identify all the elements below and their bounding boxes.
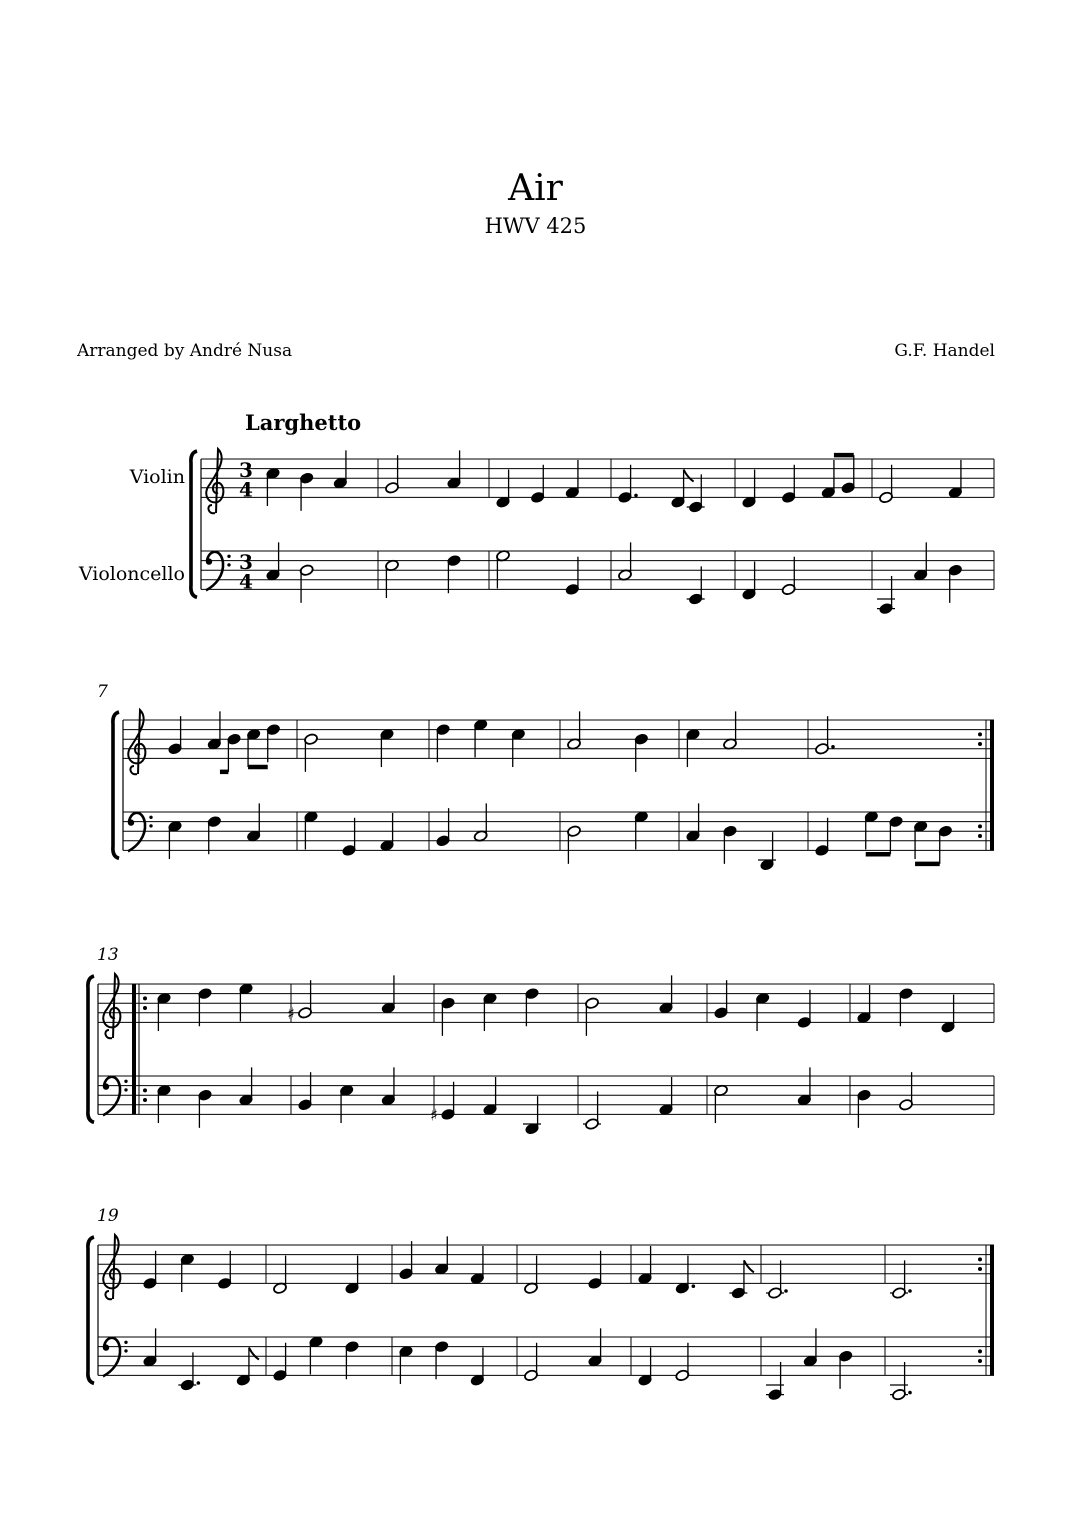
violoncello-note — [675, 1343, 690, 1382]
augmentation-dot — [784, 1289, 788, 1293]
eighth-flag — [744, 1260, 754, 1272]
eighth-flag — [249, 1348, 259, 1360]
violin-note — [755, 992, 770, 1031]
bass-clef-head — [206, 558, 212, 564]
repeat-dot — [978, 742, 982, 746]
score-title: Air — [508, 168, 563, 209]
violoncello-note — [803, 1328, 818, 1367]
violoncello-note — [567, 825, 582, 864]
sharp-accidental: ♯ — [430, 1105, 438, 1125]
time-signature-upper: 3 — [239, 458, 253, 483]
violin-note — [659, 975, 674, 1014]
bass-clef-dot — [227, 555, 230, 558]
violoncello-note — [686, 803, 701, 842]
bass-clef-curve — [128, 813, 145, 852]
violin-note — [227, 733, 242, 772]
bass-clef-curve — [103, 1077, 120, 1116]
system-bracket — [113, 712, 119, 858]
time-signature-lower: 4 — [239, 477, 253, 502]
violoncello-note — [638, 1348, 653, 1387]
violin-note — [207, 711, 222, 750]
violoncello-note — [273, 1343, 288, 1382]
violin-note — [686, 728, 701, 767]
violin-note — [399, 1241, 414, 1280]
bass-clef-dot — [124, 1088, 127, 1091]
repeat-dot — [978, 1359, 982, 1363]
repeat-dot — [978, 1257, 982, 1261]
violoncello-note — [913, 820, 928, 859]
bass-clef-head — [128, 819, 134, 825]
violoncello-note — [899, 1072, 914, 1111]
system-bracket — [88, 1237, 94, 1383]
violoncello-note — [659, 1077, 674, 1116]
violin-note — [434, 1236, 449, 1275]
violoncello-note — [758, 832, 776, 871]
measure-number: 13 — [97, 945, 119, 965]
bass-clef-dot — [124, 1349, 127, 1352]
violin-note — [198, 987, 213, 1026]
violin-note — [567, 711, 582, 750]
bass-clef-icon — [206, 552, 231, 591]
violoncello-note — [877, 576, 895, 615]
violoncello-note — [913, 542, 928, 581]
violin-note — [634, 733, 649, 772]
violoncello-note — [781, 557, 796, 596]
violin-note — [530, 465, 545, 504]
violin-note — [180, 1253, 195, 1292]
violoncello-note — [447, 554, 462, 593]
violoncello-note — [618, 542, 633, 581]
violoncello-note — [298, 1072, 313, 1111]
measure-number: 7 — [97, 682, 108, 702]
violoncello-note — [766, 1362, 784, 1401]
repeat-dot — [978, 824, 982, 828]
violoncello-note — [864, 811, 879, 850]
augmentation-dot — [197, 1381, 201, 1385]
violoncello-note — [207, 815, 222, 854]
repeat-dot — [978, 1349, 982, 1353]
violoncello-note — [634, 811, 649, 850]
violoncello-note — [436, 808, 451, 847]
violoncello-note — [345, 1340, 360, 1379]
violoncello-note — [687, 566, 705, 605]
violoncello-note — [198, 1089, 213, 1128]
augmentation-dot — [634, 494, 638, 498]
bass-clef-curve — [103, 1338, 120, 1377]
violin-note — [266, 723, 281, 762]
bass-clef-icon — [103, 1338, 128, 1377]
violin-note — [948, 460, 963, 499]
violoncello-note — [889, 815, 904, 854]
violin-note — [797, 990, 812, 1029]
violoncello-note — [299, 564, 314, 603]
violin-note — [496, 470, 511, 509]
violin-note — [168, 716, 183, 755]
violin-note — [217, 1251, 232, 1290]
violoncello-note — [523, 1096, 541, 1135]
violin-note — [588, 1251, 603, 1290]
violoncello-note — [583, 1091, 601, 1130]
violin-note — [524, 1256, 539, 1295]
violin-note — [675, 1256, 695, 1295]
violoncello-note — [239, 1067, 254, 1106]
bass-clef-head — [103, 1344, 109, 1350]
bass-clef-dot — [124, 1341, 127, 1344]
violoncello-note — [266, 542, 281, 581]
violin-note — [473, 719, 488, 758]
violoncello-note — [178, 1352, 200, 1391]
violin-note — [525, 987, 540, 1026]
violin-note — [714, 980, 729, 1019]
repeat-dot — [143, 1088, 147, 1092]
violin-note — [436, 723, 451, 762]
violin-note — [766, 1260, 788, 1299]
violin-note — [585, 997, 600, 1036]
augmentation-dot — [908, 1391, 912, 1395]
composer-credit: G.F. Handel — [894, 341, 995, 361]
measure-number: 19 — [97, 1206, 119, 1226]
violoncello-note — [565, 557, 580, 596]
violoncello-note — [483, 1077, 498, 1116]
violin-note — [729, 1260, 754, 1299]
violin-note — [821, 460, 836, 499]
violoncello-note — [890, 1362, 912, 1401]
violin-note — [723, 711, 738, 750]
violin-note — [470, 1246, 485, 1285]
violin-note — [299, 472, 314, 511]
bass-clef-head — [103, 1083, 109, 1089]
violoncello-note — [339, 1084, 354, 1123]
time-signature-lower: 4 — [239, 569, 253, 594]
bass-clef-dot — [149, 824, 152, 827]
violoncello-note — [380, 813, 395, 852]
repeat-dot — [143, 1006, 147, 1010]
instrument-label-violoncello: Violoncello — [78, 563, 185, 585]
bass-clef-dot — [124, 1080, 127, 1083]
violin-note — [483, 992, 498, 1031]
arranger-credit: Arranged by André Nusa — [77, 341, 293, 361]
score-subtitle: HWV 425 — [484, 214, 587, 238]
violoncello-note — [168, 820, 183, 859]
violin-note — [298, 980, 313, 1019]
violoncello-note — [434, 1340, 449, 1379]
violoncello-note — [441, 1082, 456, 1121]
violin-note — [239, 983, 254, 1022]
augmentation-dot — [831, 745, 835, 749]
violin-note — [879, 465, 894, 504]
time-signature-upper: 3 — [239, 550, 253, 575]
violoncello-note — [815, 818, 830, 857]
violin-note — [781, 465, 796, 504]
violoncello-note — [381, 1067, 396, 1106]
system-bracket — [191, 451, 197, 597]
violoncello-note — [524, 1343, 539, 1382]
violoncello-note — [342, 818, 357, 857]
bass-clef-dot — [149, 816, 152, 819]
violin-note — [671, 470, 694, 509]
violin-note — [941, 995, 956, 1034]
violin-note — [511, 728, 526, 767]
violoncello-note — [723, 825, 738, 864]
augmentation-dot — [692, 1284, 696, 1288]
violoncello-note — [588, 1328, 603, 1367]
violin-note — [345, 1256, 360, 1295]
augmentation-dot — [908, 1289, 912, 1293]
violin-note — [246, 728, 261, 767]
violoncello-note — [938, 825, 953, 864]
bass-clef-icon — [128, 813, 153, 852]
violin-note — [742, 470, 757, 509]
repeat-dot — [978, 1267, 982, 1271]
violin-note — [304, 733, 319, 772]
violoncello-note — [948, 564, 963, 603]
repeat-dot — [978, 834, 982, 838]
repeat-dot — [143, 996, 147, 1000]
violin-note — [447, 450, 462, 489]
violin-note — [890, 1260, 912, 1299]
violin-note — [157, 992, 172, 1031]
violin-note — [857, 985, 872, 1024]
violin-note — [841, 455, 856, 494]
bass-clef-curve — [206, 552, 223, 591]
violoncello-note — [157, 1084, 172, 1123]
sharp-accidental: ♯ — [287, 1003, 295, 1023]
violoncello-note — [742, 562, 757, 601]
violin-note — [380, 728, 395, 767]
violin-note — [899, 987, 914, 1026]
violin-note — [441, 997, 456, 1036]
violin-note — [381, 975, 396, 1014]
eighth-flag — [684, 470, 694, 482]
violin-note — [565, 460, 580, 499]
violoncello-note — [246, 803, 261, 842]
violoncello-note — [473, 803, 488, 842]
violoncello-note — [857, 1089, 872, 1128]
violoncello-note — [143, 1328, 158, 1367]
tempo-marking: Larghetto — [245, 410, 362, 435]
violoncello-note — [797, 1067, 812, 1106]
violin-note — [273, 1256, 288, 1295]
violoncello-note — [838, 1350, 853, 1389]
violoncello-note — [236, 1348, 259, 1387]
violoncello-note — [470, 1348, 485, 1387]
bass-clef-dot — [227, 563, 230, 566]
repeat-dot — [143, 1098, 147, 1102]
violin-note — [266, 467, 281, 506]
violin-note — [385, 455, 400, 494]
violin-note — [333, 450, 348, 489]
violoncello-note — [496, 550, 511, 589]
violoncello-note — [714, 1084, 729, 1123]
violoncello-note — [385, 559, 400, 598]
violin-note — [638, 1246, 653, 1285]
bass-clef-icon — [103, 1077, 128, 1116]
violoncello-note — [304, 811, 319, 850]
violin-note — [687, 474, 705, 513]
repeat-dot — [978, 732, 982, 736]
violoncello-note — [399, 1345, 414, 1384]
violoncello-note — [309, 1336, 324, 1375]
violin-note — [143, 1251, 158, 1290]
instrument-label-violin: Violin — [129, 466, 185, 488]
system-bracket — [88, 976, 94, 1122]
